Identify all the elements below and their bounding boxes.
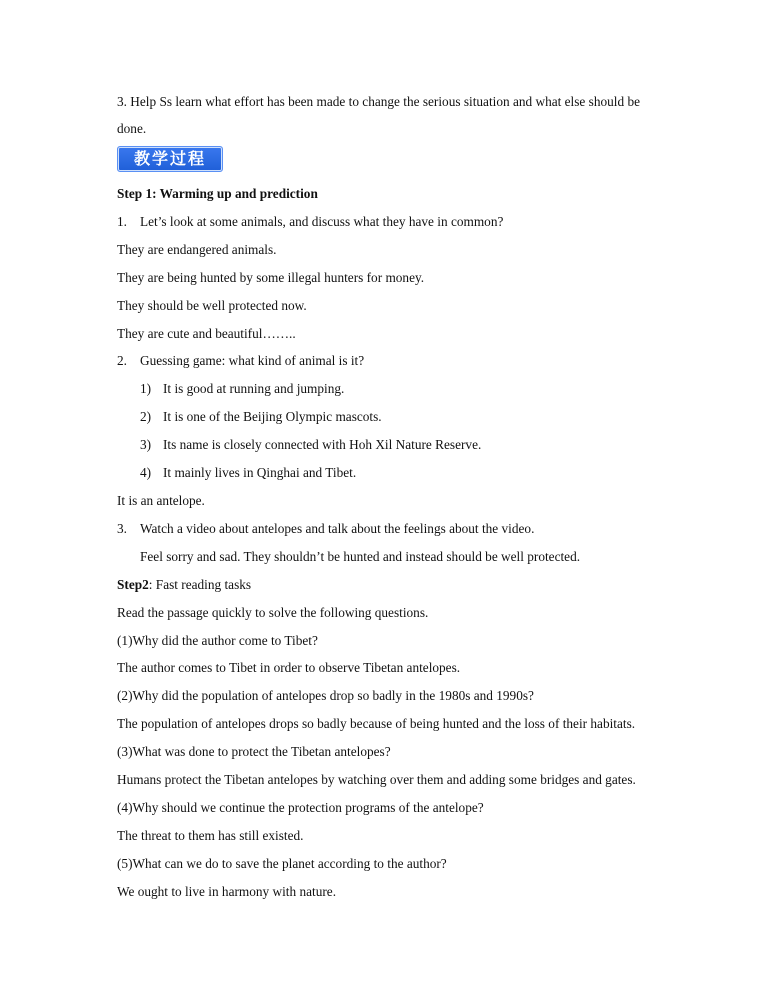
clue-text: It is good at running and jumping. <box>163 381 345 396</box>
clue-text: It mainly lives in Qinghai and Tibet. <box>163 465 357 480</box>
question-number: 2. <box>117 353 127 368</box>
reading-question: (3)What was done to protect the Tibetan antelopes? <box>117 744 391 759</box>
clue-item <box>140 409 382 425</box>
clue-item <box>140 437 481 453</box>
clue-number: 3) <box>140 437 152 452</box>
reading-answer: The threat to them has still existed. <box>117 828 304 843</box>
reading-question: (1)Why did the author come to Tibet? <box>117 633 318 648</box>
clue-item <box>140 381 344 397</box>
question-text: Let’s look at some animals, and discuss what they have in common? <box>140 214 504 229</box>
step2-intro: Read the passage quickly to solve the following questions. <box>117 605 429 620</box>
step1-question-1 <box>117 214 503 230</box>
step1-question-3 <box>117 521 534 537</box>
reading-answer: The author comes to Tibet in order to observe Tibetan antelopes. <box>117 660 461 675</box>
question-number: 3. <box>117 521 127 536</box>
step1-heading: Step 1: Warming up and prediction <box>117 186 318 201</box>
reading-question: (5)What can we do to save the planet according to the author? <box>117 856 447 871</box>
step2-heading-bold: Step2 <box>117 577 149 592</box>
clue-text: Its name is closely connected with Hoh Xil Nature Reserve. <box>163 437 482 452</box>
section-badge-teaching-process: 教学过程 <box>117 146 223 172</box>
answer-line: They are endangered animals. <box>117 242 277 257</box>
step1-question-2 <box>117 353 364 369</box>
reading-question: (4)Why should we continue the protection programs of the antelope? <box>117 800 484 815</box>
reading-answer: Humans protect the Tibetan antelopes by watching over them and adding some bridges and gates. <box>117 772 636 787</box>
clue-number: 4) <box>140 465 152 480</box>
reading-question: (2)Why did the population of antelopes drop so badly in the 1980s and 1990s? <box>117 688 534 703</box>
clue-number: 2) <box>140 409 152 424</box>
question-text: Watch a video about antelopes and talk about the feelings about the video. <box>140 521 535 536</box>
clue-text: It is one of the Beijing Olympic mascots. <box>163 409 382 424</box>
answer-line: They should be well protected now. <box>117 298 307 313</box>
question-number: 1. <box>117 214 127 229</box>
clue-item <box>140 465 356 481</box>
answer-line: It is an antelope. <box>117 493 205 508</box>
step2-heading <box>117 577 251 593</box>
step2-heading-rest: : Fast reading tasks <box>148 577 252 592</box>
objective-3-line2: done. <box>117 121 147 136</box>
answer-line: They are cute and beautiful…….. <box>117 326 296 341</box>
objective-3-line1: 3. Help Ss learn what effort has been made to change the serious situation and what else should be <box>117 94 640 109</box>
question-text: Guessing game: what kind of animal is it? <box>140 353 365 368</box>
reading-answer: We ought to live in harmony with nature. <box>117 884 337 899</box>
reading-answer: The population of antelopes drops so badly because of being hunted and the loss of their habitats. <box>117 716 636 731</box>
answer-line: Feel sorry and sad. They shouldn’t be hunted and instead should be well protected. <box>140 549 581 564</box>
clue-number: 1) <box>140 381 152 396</box>
answer-line: They are being hunted by some illegal hunters for money. <box>117 270 425 285</box>
